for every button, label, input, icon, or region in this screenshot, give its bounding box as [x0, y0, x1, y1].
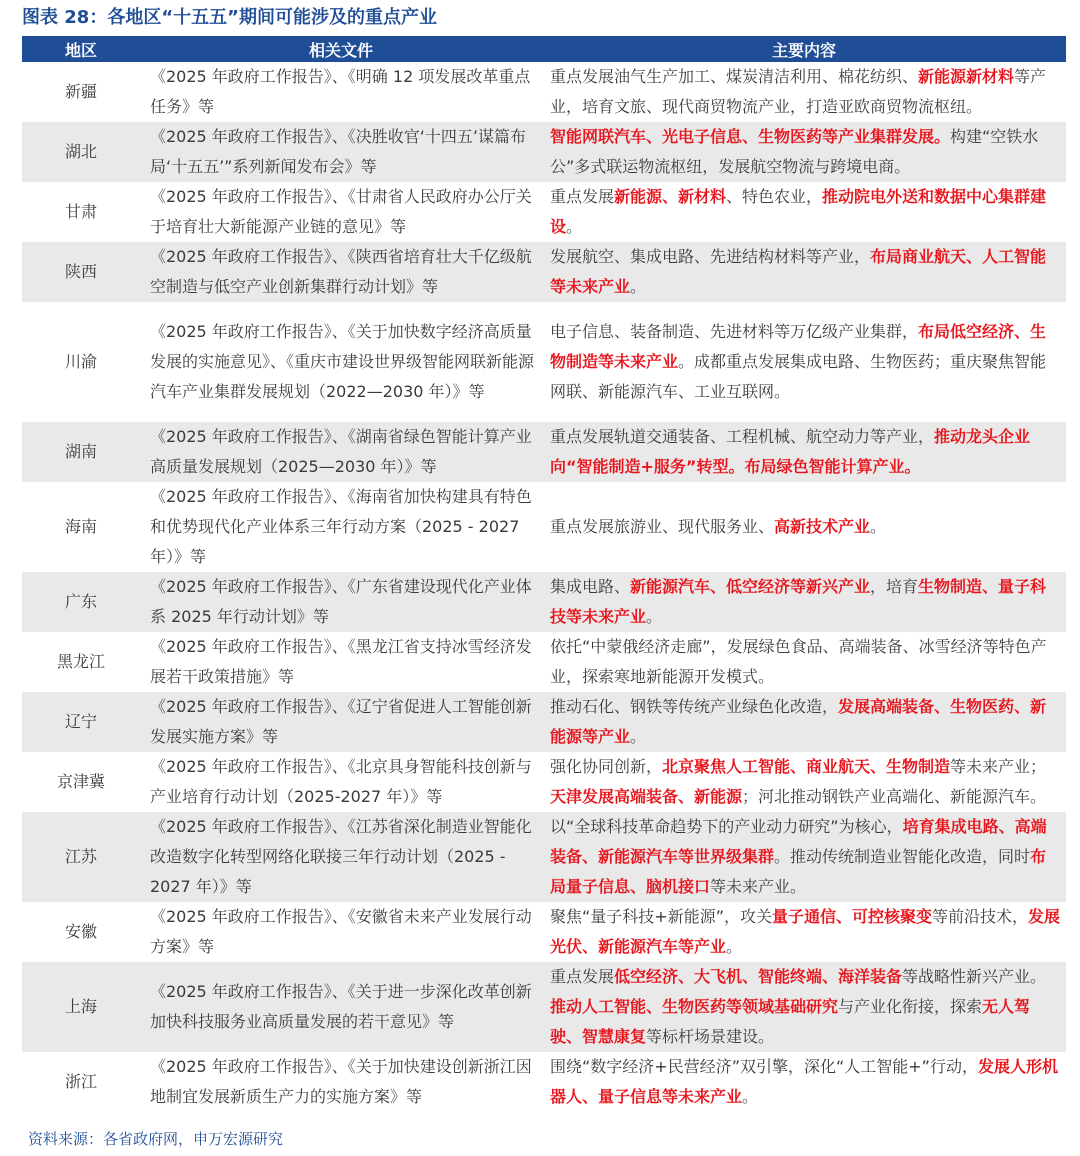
content-text: 。 [646, 607, 663, 626]
docs-cell: 《2025 年政府工作报告》、《关于进一步深化改革创新 加快科技服务业高质量发展的若干意见》等 [140, 962, 542, 1052]
content-text: 。 [630, 277, 647, 296]
highlight-text: 发展光伏、新能源汽车等产业 [550, 907, 1061, 956]
table-row [22, 122, 1066, 182]
content-cell [542, 182, 1066, 242]
content-text: 等战略性新兴产业。 [902, 967, 1047, 986]
docs-cell: 《2025 年政府工作报告》、《明确 12 项发展改革重点任务》等 [150, 67, 531, 116]
content-text: 强化协同创新， [550, 757, 663, 776]
docs-cell: 《2025 年政府工作报告》、《关于加快建设创新浙江因地制宜发展新质生产力的实施方案》等 [150, 1057, 532, 1106]
region-cell: 甘肃 [64, 202, 97, 221]
table-row [22, 422, 1066, 482]
highlight-text: 推动龙头企业向“智能制造+服务”转型。布局绿色智能计算产业。 [550, 427, 1031, 476]
docs-cell: 《2025 年政府工作报告》、《安徽省未来产业发展行动方案》等 [150, 907, 532, 956]
content-cell [542, 482, 1066, 572]
header-region: 地区 [22, 36, 140, 62]
highlight-text: 培育集成电路、高端装备、新能源汽车等世界级集群 [550, 817, 1047, 866]
highlight-text: 天津发展高端装备、新能源 [550, 787, 743, 806]
content-text: 。 [630, 727, 647, 746]
docs-cell: 《2025 年政府工作报告》、《北京具身智能科技创新与产业培育行动计划（2025-2027 年）》等 [150, 757, 532, 806]
highlight-text: 无人驾驶、智慧康复 [550, 997, 1031, 1046]
table-row [22, 812, 1066, 902]
content-text: 与产业化衔接，探索 [838, 997, 983, 1016]
region-cell: 新疆 [64, 82, 97, 101]
region-cell: 浙江 [64, 1072, 97, 1091]
content-text: 重点发展旅游业、现代服务业、 [550, 517, 775, 536]
source-note: 资料来源：各省政府网，申万宏源研究 [28, 1130, 284, 1148]
region-cell: 海南 [64, 517, 97, 536]
region-cell: 京津冀 [56, 772, 105, 791]
region-cell: 川渝 [64, 352, 97, 371]
table-row [22, 242, 1066, 302]
region-cell: 湖北 [22, 122, 140, 182]
content-cell [542, 692, 1066, 752]
region-cell: 安徽 [64, 922, 97, 941]
content-cell [542, 812, 1066, 902]
highlight-text: 推动院电外送和数据中心集群建设 [550, 187, 1047, 236]
docs-cell: 《2025 年政府工作报告》、《关于加快数字经济高质量发展的实施意见》、《重庆市建设世界级智能网联新能源汽车产业集群发展规划（2022—2030 年）》等 [150, 322, 535, 401]
docs-cell: 《2025 年政府工作报告》、《甘肃省人民政府办公厅关于培育壮大新能源产业链的意见》等 [150, 187, 532, 236]
content-text: 。 [566, 217, 583, 236]
region-cell: 辽宁 [22, 692, 140, 752]
highlight-text: 低空经济、大飞机、智能终端、海洋装备 [614, 967, 903, 986]
content-text: 等未来产业。 [710, 877, 807, 896]
industry-table [22, 36, 1066, 1112]
region-cell: 黑龙江 [56, 652, 105, 671]
header-docs: 相关文件 [140, 36, 542, 62]
docs-cell: 《2025 年政府工作报告》、《决胜收官‘十四五’谋篇布局‘十五五’”系列新闻发布会》等 [140, 122, 542, 182]
table-row [22, 482, 1066, 572]
highlight-text: 发展人形机器人、量子信息等未来产业 [550, 1057, 1058, 1106]
content-cell [542, 62, 1066, 122]
region-cell: 湖南 [22, 422, 140, 482]
highlight-text: 生物制造、量子科技等未来产业 [550, 577, 1047, 626]
highlight-text: 新能源汽车、低空经济等新兴产业 [630, 577, 871, 596]
content-text: 等未来产业； [950, 757, 1047, 776]
content-cell [542, 122, 1066, 182]
table-row [22, 62, 1066, 122]
content-text: 。 [726, 937, 743, 956]
docs-cell: 《2025 年政府工作报告》、《黑龙江省支持冰雪经济发展若干政策措施》等 [150, 637, 532, 686]
content-cell [542, 632, 1066, 692]
region-cell: 陕西 [22, 242, 140, 302]
content-cell [542, 422, 1066, 482]
table-row [22, 692, 1066, 752]
content-cell [542, 752, 1066, 812]
table-row [22, 962, 1066, 1052]
content-text: 等产业，培育文旅、现代商贸物流产业，打造亚欧商贸物流枢纽。 [550, 67, 1047, 116]
highlight-text: 北京聚焦人工智能、商业航天、生物制造 [662, 757, 951, 776]
content-text: 重点发展轨道交通装备、工程机械、航空动力等产业， [550, 427, 935, 446]
content-cell [542, 1052, 1066, 1112]
content-text: 重点发展油气生产加工、煤炭清洁利用、棉花纺织、 [550, 67, 919, 86]
content-text: 推动石化、钢铁等传统产业绿色化改造， [550, 697, 839, 716]
docs-cell: 《2025 年政府工作报告》、《海南省加快构建具有特色和优势现代化产业体系三年行动方案（2025 - 2027 年）》等 [150, 487, 532, 566]
content-text: 集成电路、 [550, 577, 631, 596]
highlight-text: 发展高端装备、生物医药、新能源等产业 [550, 697, 1047, 746]
content-text: ；河北推动钢铁产业高端化、新能源汽车。 [742, 787, 1047, 806]
figure-title: 图表 28：各地区“十五五”期间可能涉及的重点产业 [22, 7, 437, 28]
content-text: 电子信息、装备制造、先进材料等万亿级产业集群， [550, 322, 919, 341]
content-text: 以“全球科技革命趋势下的产业动力研究”为核心， [550, 817, 903, 836]
table-row [22, 632, 1066, 692]
content-text: 发展航空、集成电路、先进结构材料等产业， [550, 247, 871, 266]
content-text: 重点发展 [550, 187, 615, 206]
content-text: 等标杆场景建设。 [646, 1027, 775, 1046]
region-cell: 广东 [22, 572, 140, 632]
content-text: 等前沿技术， [932, 907, 1029, 926]
docs-cell: 《2025 年政府工作报告》、《辽宁省促进人工智能创新发展实施方案》等 [140, 692, 542, 752]
docs-cell: 《2025 年政府工作报告》、《江苏省深化制造业智能化改造数字化转型网络化联接三年行动计划（2025 - 2027 年）》等 [140, 812, 542, 902]
highlight-text: 智能网联汽车、光电子信息、生物医药等产业集群发展。 [550, 127, 951, 146]
highlight-text: 布局量子信息、脑机接口 [550, 847, 1047, 896]
highlight-text: 布局低空经济、生物制造等未来产业 [550, 322, 1047, 371]
table-row [22, 1052, 1066, 1112]
content-text: 。成都重点发展集成电路、生物医药；重庆聚焦智能网联、新能源汽车、工业互联网。 [550, 352, 1047, 401]
table-row [22, 902, 1066, 962]
docs-cell: 《2025 年政府工作报告》、《湖南省绿色智能计算产业高质量发展规划（2025—2030 年）》等 [140, 422, 542, 482]
region-cell: 江苏 [22, 812, 140, 902]
highlight-text: 布局商业航天、人工智能等未来产业 [550, 247, 1047, 296]
table-body [22, 62, 1066, 1112]
content-cell [542, 242, 1066, 302]
content-text: 重点发展 [550, 967, 615, 986]
content-text: 构建“空铁水公”多式联运物流枢纽，发展航空物流与跨境电商。 [550, 127, 1039, 176]
content-text: 围绕“数字经济+民营经济”双引擎，深化“人工智能+”行动， [550, 1057, 978, 1076]
content-text: 。推动传统制造业智能化改造，同时 [774, 847, 1031, 866]
table-header-row [22, 36, 1066, 62]
content-cell [542, 302, 1066, 422]
content-text: ，培育 [870, 577, 919, 596]
docs-cell: 《2025 年政府工作报告》、《陕西省培育壮大千亿级航空制造与低空产业创新集群行动计划》等 [140, 242, 542, 302]
highlight-text: 高新技术产业 [774, 517, 871, 536]
highlight-text: 新能源、新材料 [614, 187, 727, 206]
highlight-text: 量子通信、可控核聚变 [772, 907, 933, 926]
content-text: 、特色农业， [726, 187, 823, 206]
table-row [22, 302, 1066, 422]
region-cell: 上海 [22, 962, 140, 1052]
content-cell [542, 572, 1066, 632]
content-cell [542, 962, 1066, 1052]
header-content: 主要内容 [542, 36, 1066, 62]
docs-cell: 《2025 年政府工作报告》、《广东省建设现代化产业体系 2025 年行动计划》等 [140, 572, 542, 632]
content-cell [542, 902, 1066, 962]
highlight-text: 推动人工智能、生物医药等领域基础研究 [550, 997, 839, 1016]
table-row [22, 182, 1066, 242]
table-row [22, 572, 1066, 632]
content-text: 。 [742, 1087, 759, 1106]
content-text: 。 [870, 517, 887, 536]
table-row [22, 752, 1066, 812]
content-text: 聚焦“量子科技+新能源”，攻关 [550, 907, 772, 926]
highlight-text: 新能源新材料 [918, 67, 1015, 86]
content-text: 依托“中蒙俄经济走廊”，发展绿色食品、高端装备、冰雪经济等特色产业，探索寒地新能源开发模式。 [550, 637, 1047, 686]
